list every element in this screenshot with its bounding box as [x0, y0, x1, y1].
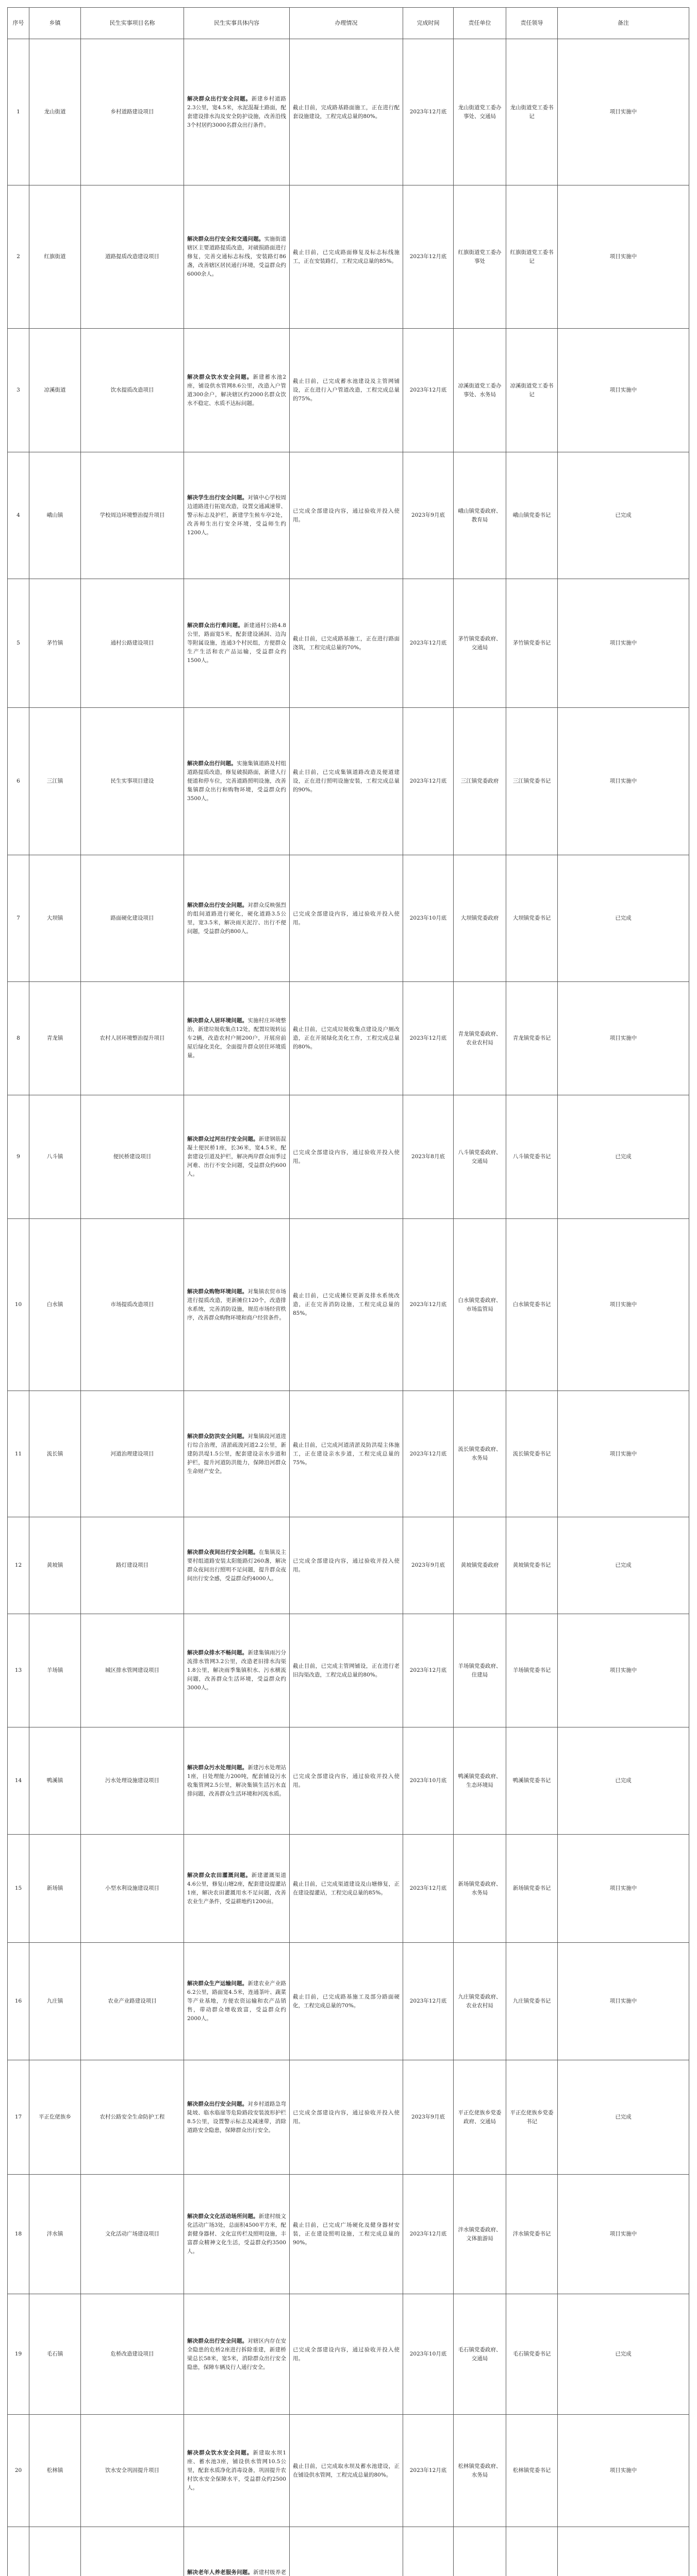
row-town: 流长镇	[29, 1391, 81, 1517]
table-row	[8, 1517, 689, 1614]
row-time: 2023年12月底	[403, 2175, 454, 2294]
content-body: 新建农业产业路6.2公里，路面宽4.5米，连通茶叶、蔬菜等产业基地，方便农资运输和农产品销售，带动群众增收致富，受益群众约2000人。	[187, 1980, 287, 2022]
row-project-name: 文化活动广场建设项目	[81, 2175, 184, 2294]
row-time: 2023年12月底	[403, 982, 454, 1095]
row-town: 三江镇	[29, 708, 81, 855]
content-body: 新建通村公路4.8公里，路面宽5米，配套建设涵洞、边沟等附属设施，连通3个村民组，方便群众生产生活和农产品运输，受益群众约1500人。	[187, 622, 286, 664]
row-note: 已完成	[558, 2060, 689, 2175]
row-status: 截止目前，已完成蓄水池建设及主管网铺设，正在进行入户管道改造，工程完成总量的75%。	[290, 329, 403, 452]
row-leader	[506, 2527, 558, 2576]
row-note: 项目实施中	[558, 1835, 689, 1943]
row-content	[184, 982, 290, 1095]
row-project-name: 城区排水管网建设项目	[81, 1614, 184, 1727]
content-lead: 解决群众文化活动场所问题。	[187, 2213, 259, 2219]
row-town: 九庄镇	[29, 1943, 81, 2060]
row-leader: 茅竹镇党委书记	[506, 579, 558, 708]
row-time: 2023年9月底	[403, 452, 454, 579]
row-status: 截止目前，已完成摊位更新及排水系统改造，正在完善消防设施，工程完成总量的85%。	[290, 1219, 403, 1391]
row-unit: 黄坡镇党委政府	[454, 1517, 506, 1614]
row-content	[184, 2060, 290, 2175]
row-content	[184, 2415, 290, 2527]
row-number: 14	[8, 1727, 29, 1835]
content-lead: 解决群众出行难问题。	[187, 622, 244, 629]
row-number: 1	[8, 39, 29, 185]
row-number: 20	[8, 2415, 29, 2527]
row-time: 2023年12月底	[403, 708, 454, 855]
row-content	[184, 1727, 290, 1835]
row-town: 龙山街道	[29, 39, 81, 185]
row-unit: 三江镇党委政府	[454, 708, 506, 855]
row-status: 截止目前，已完成主管网铺设，正在进行老旧沟渠改造，工程完成总量的80%。	[290, 1614, 403, 1727]
table-header-row	[8, 8, 689, 39]
row-note: 已完成	[558, 855, 689, 982]
table-row	[8, 2175, 689, 2294]
row-unit	[454, 2527, 506, 2576]
row-number: 2	[8, 185, 29, 329]
table-row	[8, 2294, 689, 2415]
row-time: 2023年9月底	[403, 1517, 454, 1614]
row-note: 已完成	[558, 1095, 689, 1219]
row-number: 12	[8, 1517, 29, 1614]
row-time: 2023年12月底	[403, 579, 454, 708]
row-status: 截止目前，已完成路面修复及标志标线施工，正在安装路灯，工程完成总量的85%。	[290, 185, 403, 329]
header-no: 序号	[8, 8, 29, 39]
row-project-name: 学校周边环境整治提升项目	[81, 452, 184, 579]
row-content	[184, 1517, 290, 1614]
table-row	[8, 1391, 689, 1517]
row-note: 已完成	[558, 452, 689, 579]
row-number: 16	[8, 1943, 29, 2060]
row-leader: 大坝镇党委书记	[506, 855, 558, 982]
content-lead: 解决群众出行安全问题。	[187, 95, 252, 102]
row-unit: 龙山街道党工委办事处、交通局	[454, 39, 506, 185]
header-status: 办理情况	[290, 8, 403, 39]
content-body: 对乡村道路急弯陡坡、临水临崖等危险路段安装波形护栏8.5公里，设置警示标志及减速带，消除道路安全隐患，保障群众出行安全。	[187, 2100, 287, 2133]
row-project-name: 饮水安全巩固提升项目	[81, 2415, 184, 2527]
row-project-name: 通村公路建设项目	[81, 579, 184, 708]
row-unit: 凉溪街道党工委办事处、水务局	[454, 329, 506, 452]
row-leader: 青龙镇党委书记	[506, 982, 558, 1095]
row-time	[403, 2527, 454, 2576]
row-time: 2023年12月底	[403, 1614, 454, 1727]
row-leader: 流长镇党委书记	[506, 1391, 558, 1517]
row-unit: 鸭溪镇党委政府、生态环境局	[454, 1727, 506, 1835]
row-project-name: 污水处理设施建设项目	[81, 1727, 184, 1835]
row-content	[184, 452, 290, 579]
content-body: 新建乡村道路2.3公里，宽4.5米，水泥混凝土路面，配套建设排水沟及安全防护设施，改善沿线3个村居约3000名群众出行条件。	[187, 95, 286, 128]
row-project-name: 农业产业路建设项目	[81, 1943, 184, 2060]
row-town	[29, 2527, 81, 2576]
content-lead: 解决群众出行安全问题。	[187, 2100, 248, 2107]
row-leader: 龙山街道党工委书记	[506, 39, 558, 185]
table-row	[8, 329, 689, 452]
row-unit: 大坝镇党委政府	[454, 855, 506, 982]
row-town: 凉溪街道	[29, 329, 81, 452]
row-unit: 流长镇党委政府、水务局	[454, 1391, 506, 1517]
row-project-name: 路面硬化建设项目	[81, 855, 184, 982]
table-row	[8, 982, 689, 1095]
row-note: 项目实施中	[558, 185, 689, 329]
row-leader: 鸭溪镇党委书记	[506, 1727, 558, 1835]
row-status: 截止目前，已完成取水坝及蓄水池建设，正在铺设供水管网，工程完成总量的80%。	[290, 2415, 403, 2527]
row-status: 截止目前，已完成广场硬化及健身器材安装，正在建设照明设施，工程完成总量的90%。	[290, 2175, 403, 2294]
row-time: 2023年12月底	[403, 1219, 454, 1391]
row-note: 项目实施中	[558, 1391, 689, 1517]
row-note: 项目实施中	[558, 708, 689, 855]
row-status: 截止目前，完成路基路面施工，正在进行配套设施建设，工程完成总量的80%。	[290, 39, 403, 185]
table-row	[8, 2415, 689, 2527]
content-lead: 解决群众饮水安全问题。	[187, 2450, 253, 2456]
content-lead: 解决群众出行安全问题。	[187, 902, 248, 908]
row-unit: 青龙镇党委政府、农业农村局	[454, 982, 506, 1095]
content-lead: 解决群众防洪安全问题。	[187, 1433, 248, 1439]
row-leader: 黄坡镇党委书记	[506, 1517, 558, 1614]
row-unit: 毛石镇党委政府、交通局	[454, 2294, 506, 2415]
row-town: 红旗街道	[29, 185, 81, 329]
header-note: 备注	[558, 8, 689, 39]
row-unit: 泮水镇党委政府、文体旅游局	[454, 2175, 506, 2294]
livelihood-projects-table	[7, 7, 689, 2576]
header-time: 完成时间	[403, 8, 454, 39]
row-content	[184, 855, 290, 982]
content-lead: 解决群众出行问题。	[187, 760, 237, 767]
row-leader: 松林镇党委书记	[506, 2415, 558, 2527]
row-project-name: 乡村道路建设项目	[81, 39, 184, 185]
content-body: 新建取水坝1座、蓄水池3座，铺设供水管网10.5公里，配套水质净化消毒设备，巩固提升农村饮水安全保障水平，受益群众约2500人。	[187, 2450, 286, 2491]
row-unit: 红旗街道党工委办事处	[454, 185, 506, 329]
content-lead: 解决学生出行安全问题。	[187, 495, 248, 501]
table-row	[8, 1727, 689, 1835]
content-lead: 解决群众生产运输问题。	[187, 1980, 248, 1987]
row-content	[184, 1219, 290, 1391]
row-leader: 毛石镇党委书记	[506, 2294, 558, 2415]
content-body: 对群众反映强烈的组间道路进行硬化，硬化道路3.5公里，宽3.5米，解决雨天泥泞、出行不便问题，受益群众约800人。	[187, 902, 287, 935]
row-number: 15	[8, 1835, 29, 1943]
row-status: 截止目前，已完成渠道建设及山塘修复，正在建设提灌站，工程完成总量的85%。	[290, 1835, 403, 1943]
row-number: 17	[8, 2060, 29, 2175]
row-project-name: 农村公路安全生命防护工程	[81, 2060, 184, 2175]
header-town: 乡镇	[29, 8, 81, 39]
row-note: 项目实施中	[558, 2415, 689, 2527]
table-row	[8, 2527, 689, 2576]
row-time: 2023年12月底	[403, 1835, 454, 1943]
row-number: 8	[8, 982, 29, 1095]
row-note	[558, 2527, 689, 2576]
table-row	[8, 185, 689, 329]
row-number: 7	[8, 855, 29, 982]
content-lead: 解决群众农田灌溉问题。	[187, 1872, 252, 1878]
content-body: 新建村级养老	[253, 2569, 287, 2575]
row-time: 2023年12月底	[403, 39, 454, 185]
row-leader: 八斗镇党委书记	[506, 1095, 558, 1219]
content-body: 新建污水处理站1座，日处理能力200吨，配套铺设污水收集管网2.5公里，解决集镇生活污水直排问题，改善群众生活环境和河流水质。	[187, 1764, 287, 1797]
row-note: 项目实施中	[558, 1219, 689, 1391]
content-body: 新建钢筋混凝土便民桥1座，长36米，宽4.5米，配套建设引道及护栏，解决两岸群众雨季过河难、出行不安全问题，受益群众约600人。	[187, 1136, 287, 1177]
row-unit: 松林镇党委政府、水务局	[454, 2415, 506, 2527]
row-leader: 白水镇党委书记	[506, 1219, 558, 1391]
header-unit: 责任单位	[454, 8, 506, 39]
row-content	[184, 708, 290, 855]
content-lead: 解决群众人居环境问题。	[187, 1018, 248, 1024]
table-row	[8, 1095, 689, 1219]
row-content	[184, 1095, 290, 1219]
row-status: 已完成全部建设内容，通过验收并投入使用。	[290, 2294, 403, 2415]
row-status: 已完成全部建设内容，通过验收并投入使用。	[290, 2060, 403, 2175]
row-time: 2023年12月底	[403, 185, 454, 329]
row-content	[184, 185, 290, 329]
header-project-name: 民生实事项目名称	[81, 8, 184, 39]
row-note: 项目实施中	[558, 1614, 689, 1727]
content-body: 对镇中心学校周边道路进行拓宽改造，设置交通减速带、警示标志及护栏，新建学生候车亭2处，改善师生出行安全环境，受益师生约1200人。	[187, 495, 287, 536]
row-project-name: 市场提质改造项目	[81, 1219, 184, 1391]
row-number: 19	[8, 2294, 29, 2415]
row-leader: 羊场镇党委书记	[506, 1614, 558, 1727]
row-content	[184, 39, 290, 185]
table-row	[8, 2060, 689, 2175]
row-unit: 羊场镇党委政府、住建局	[454, 1614, 506, 1727]
row-town: 青龙镇	[29, 982, 81, 1095]
content-lead: 解决群众排水不畅问题。	[187, 1650, 248, 1656]
content-body: 新建集镇雨污分流排水管网3.2公里，改造老旧排水沟渠1.8公里，解决雨季集镇积水、污水横流问题，改善群众生活环境，受益群众约3000人。	[187, 1650, 287, 1691]
content-lead: 解决群众出行安全问题。	[187, 2337, 248, 2344]
row-time: 2023年9月底	[403, 2060, 454, 2175]
content-lead: 解决群众夜间出行安全问题。	[187, 1549, 259, 1555]
row-status: 截止目前，已完成河道清淤及防洪堤主体施工，正在建设亲水步道，工程完成总量的75%。	[290, 1391, 403, 1517]
row-number: 10	[8, 1219, 29, 1391]
row-status: 已完成全部建设内容，通过验收并投入使用。	[290, 1727, 403, 1835]
row-town: 泮水镇	[29, 2175, 81, 2294]
row-leader: 新场镇党委书记	[506, 1835, 558, 1943]
row-project-name: 危桥改造建设项目	[81, 2294, 184, 2415]
row-number: 18	[8, 2175, 29, 2294]
row-content	[184, 1943, 290, 2060]
row-content	[184, 329, 290, 452]
row-town: 八斗镇	[29, 1095, 81, 1219]
row-number: 9	[8, 1095, 29, 1219]
row-content	[184, 1835, 290, 1943]
row-project-name: 便民桥建设项目	[81, 1095, 184, 1219]
row-number: 11	[8, 1391, 29, 1517]
row-time: 2023年10月底	[403, 1727, 454, 1835]
content-lead: 解决群众购物环境问题。	[187, 1288, 248, 1295]
row-note: 项目实施中	[558, 579, 689, 708]
row-project-name	[81, 2527, 184, 2576]
row-note: 已完成	[558, 2294, 689, 2415]
row-town: 鸭溪镇	[29, 1727, 81, 1835]
row-number: 4	[8, 452, 29, 579]
content-body: 新建蓄水池2座，铺设供水管网8.6公里，改造入户管道300余户，解决辖区约2000名群众饮水不稳定、水质不达标问题。	[187, 374, 286, 406]
content-body: 在集镇及主要村组道路安装太阳能路灯260盏，解决群众夜间出行照明不足问题，提升群众夜间出行安全感，受益群众约4000人。	[187, 1549, 287, 1582]
row-note: 项目实施中	[558, 329, 689, 452]
content-body: 新建灌溉渠道4.6公里，修复山塘2座，配套建设提灌站1座，解决农田灌溉用水不足问题，改善农业生产条件，受益耕地约1200亩。	[187, 1872, 286, 1905]
row-note: 已完成	[558, 1517, 689, 1614]
row-note: 已完成	[558, 1727, 689, 1835]
row-town: 茅竹镇	[29, 579, 81, 708]
table-row	[8, 579, 689, 708]
table-row	[8, 1943, 689, 2060]
row-project-name: 民生实事项目建设	[81, 708, 184, 855]
content-lead: 解决群众出行安全和交通问题。	[187, 236, 264, 242]
row-town: 黄坡镇	[29, 1517, 81, 1614]
row-content	[184, 2294, 290, 2415]
row-status: 截止目前，已完成集镇道路改造及便道建设，正在进行照明设施安装，工程完成总量的90%。	[290, 708, 403, 855]
row-number: 3	[8, 329, 29, 452]
row-time: 2023年8月底	[403, 1095, 454, 1219]
row-time: 2023年12月底	[403, 2415, 454, 2527]
row-town: 峨山镇	[29, 452, 81, 579]
row-town: 平正仡佬族乡	[29, 2060, 81, 2175]
row-content	[184, 1391, 290, 1517]
table-body	[8, 39, 689, 2576]
row-number: 6	[8, 708, 29, 855]
table-row	[8, 708, 689, 855]
row-status: 截止目前，已完成路基施工及部分路面硬化，工程完成总量的70%。	[290, 1943, 403, 2060]
table-row	[8, 39, 689, 185]
header-content: 民生实事具体内容	[184, 8, 290, 39]
row-project-name: 小型水利设施建设项目	[81, 1835, 184, 1943]
table-row	[8, 1835, 689, 1943]
row-time: 2023年12月底	[403, 329, 454, 452]
row-project-name: 道路提质改造建设项目	[81, 185, 184, 329]
row-status: 已完成全部建设内容，通过验收并投入使用。	[290, 452, 403, 579]
row-project-name: 农村人居环境整治提升项目	[81, 982, 184, 1095]
content-lead: 解决老年人养老服务问题。	[187, 2569, 254, 2575]
content-body: 实施村庄环境整治，新建垃圾收集点12处，配置垃圾转运车2辆，改造农村户厕200户，开展房前屋后绿化美化，全面提升群众居住环境质量。	[187, 1018, 287, 1059]
content-lead: 解决群众饮水安全问题。	[187, 374, 253, 380]
row-note: 项目实施中	[558, 1943, 689, 2060]
table-row	[8, 452, 689, 579]
row-time: 2023年10月底	[403, 855, 454, 982]
table-row	[8, 855, 689, 982]
content-lead: 解决群众过河出行安全问题。	[187, 1136, 259, 1142]
row-leader: 红旗街道党工委书记	[506, 185, 558, 329]
row-town: 毛石镇	[29, 2294, 81, 2415]
row-note: 项目实施中	[558, 39, 689, 185]
row-unit: 峨山镇党委政府、教育局	[454, 452, 506, 579]
row-status: 已完成全部建设内容，通过验收并投入使用。	[290, 855, 403, 982]
content-body: 对辖区内存在安全隐患的危桥2座进行拆除重建，新建桥梁总长58米，宽5米，消除群众出行安全隐患，保障车辆及行人通行安全。	[187, 2337, 287, 2370]
row-status: 已完成全部建设内容，通过验收并投入使用。	[290, 1517, 403, 1614]
row-number: 5	[8, 579, 29, 708]
row-leader: 九庄镇党委书记	[506, 1943, 558, 2060]
row-status	[290, 2527, 403, 2576]
row-status: 截止目前，已完成垃圾收集点建设及户厕改造，正在开展绿化美化工作，工程完成总量的80%。	[290, 982, 403, 1095]
row-content	[184, 579, 290, 708]
row-number	[8, 2527, 29, 2576]
row-unit: 白水镇党委政府、市场监管局	[454, 1219, 506, 1391]
row-number: 13	[8, 1614, 29, 1727]
row-leader: 峨山镇党委书记	[506, 452, 558, 579]
row-content	[184, 2527, 290, 2576]
row-town: 大坝镇	[29, 855, 81, 982]
row-note: 项目实施中	[558, 982, 689, 1095]
row-town: 松林镇	[29, 2415, 81, 2527]
content-body: 实施集镇道路及村组道路提质改造，修复破损路面，新建人行便道和停车位，完善道路照明设施，改善集镇群众出行和购物环境，受益群众约3500人。	[187, 760, 287, 802]
row-project-name: 河道治理建设项目	[81, 1391, 184, 1517]
row-project-name: 路灯建设项目	[81, 1517, 184, 1614]
row-leader: 三江镇党委书记	[506, 708, 558, 855]
row-unit: 平正仡佬族乡党委政府、交通局	[454, 2060, 506, 2175]
row-content	[184, 2175, 290, 2294]
content-body: 对集镇农贸市场进行提质改造，更新摊位120个，改造排水系统，完善消防设施，规范市场经营秩序，改善群众购物环境和商户经营条件。	[187, 1288, 287, 1321]
row-time: 2023年10月底	[403, 2294, 454, 2415]
row-leader: 平正仡佬族乡党委书记	[506, 2060, 558, 2175]
content-lead: 解决群众污水处理问题。	[187, 1764, 248, 1771]
row-time: 2023年12月底	[403, 1943, 454, 2060]
row-leader: 凉溪街道党工委书记	[506, 329, 558, 452]
row-unit: 茅竹镇党委政府、交通局	[454, 579, 506, 708]
row-unit: 九庄镇党委政府、农业农村局	[454, 1943, 506, 2060]
content-body: 实施街道辖区主要道路提质改造，对破损路面进行修复，完善交通标志标线，安装路灯86盏，改善辖区居民通行环境，受益群众约6000余人。	[187, 236, 287, 277]
content-body: 对集镇段河道进行综合治理，清淤疏浚河道2.2公里，新建防洪堤1.5公里，配套建设亲水步道和护栏，提升河道防洪能力，保障沿河群众生命财产安全。	[187, 1433, 287, 1475]
row-leader: 泮水镇党委书记	[506, 2175, 558, 2294]
header-leader: 责任领导	[506, 8, 558, 39]
row-status: 已完成全部建设内容，通过验收并投入使用。	[290, 1095, 403, 1219]
table-row	[8, 1614, 689, 1727]
row-status: 截止目前，已完成路基施工，正在进行路面浇筑，工程完成总量的70%。	[290, 579, 403, 708]
row-project-name: 饮水提质改造项目	[81, 329, 184, 452]
row-unit: 新场镇党委政府、水务局	[454, 1835, 506, 1943]
content-body: 新建村级文化活动广场3处，总面积4500平方米，配套健身器材、文化宣传栏及照明设施，丰富群众精神文化生活，受益群众约3500人。	[187, 2213, 287, 2255]
row-content	[184, 1614, 290, 1727]
row-town: 羊场镇	[29, 1614, 81, 1727]
row-town: 白水镇	[29, 1219, 81, 1391]
row-time: 2023年12月底	[403, 1391, 454, 1517]
row-town: 新场镇	[29, 1835, 81, 1943]
row-note: 项目实施中	[558, 2175, 689, 2294]
table-row	[8, 1219, 689, 1391]
row-unit: 八斗镇党委政府、交通局	[454, 1095, 506, 1219]
